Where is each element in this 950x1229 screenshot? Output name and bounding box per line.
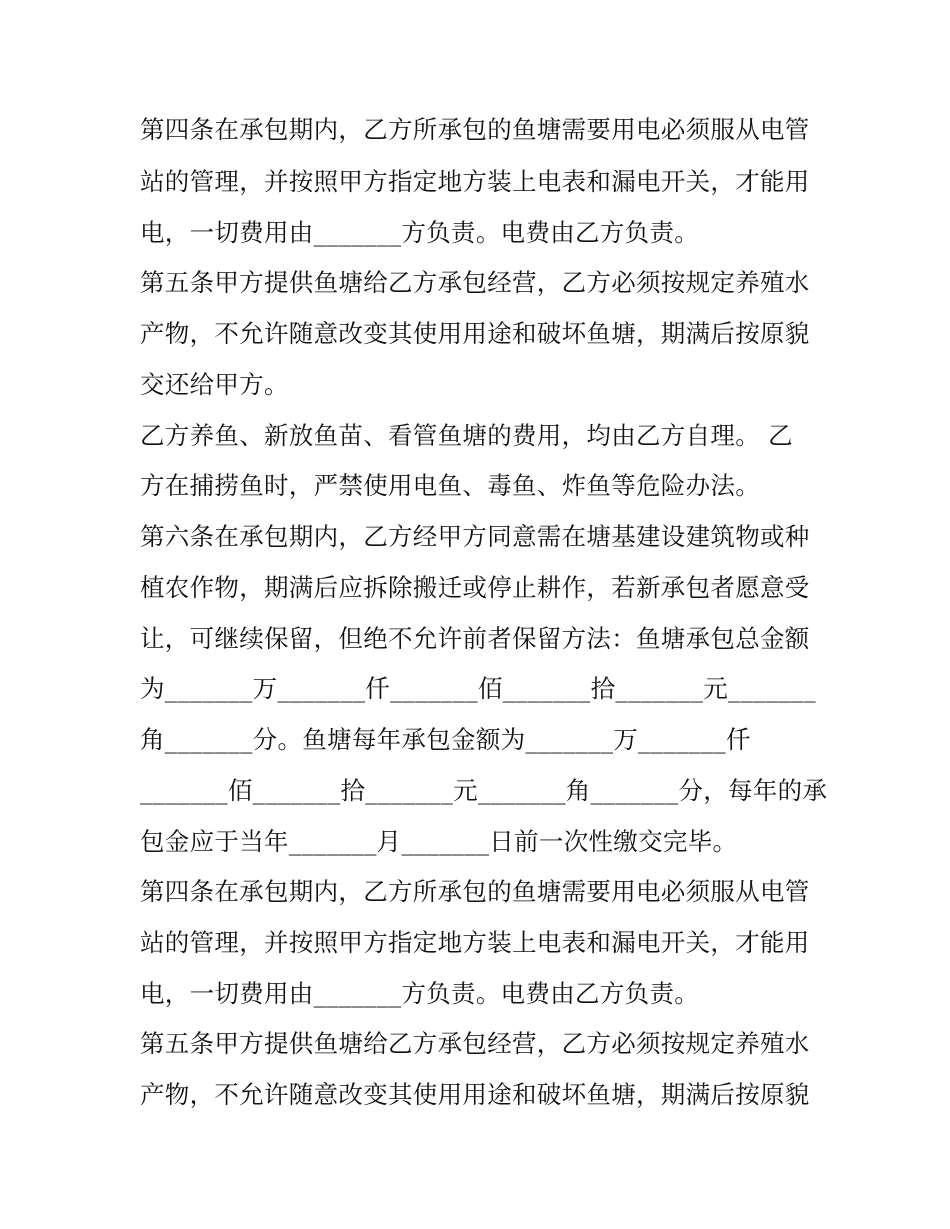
text-line: 第五条甲方提供鱼塘给乙方承包经营，乙方必须按规定养殖水: [140, 1029, 810, 1058]
text-line: 角_______分。鱼塘每年承包金额为_______万_______仟: [140, 725, 751, 754]
text-line: 植农作物，期满后应拆除搬迁或停止耕作，若新承包者愿意受: [140, 573, 810, 602]
text-line: 产物，不允许随意改变其使用用途和破坏鱼塘，期满后按原貌: [140, 319, 810, 348]
text-line: 乙方养鱼、新放鱼苗、看管鱼塘的费用，均由乙方自理。 乙: [140, 421, 793, 450]
text-line: _______佰_______拾_______元_______角_______分，每年的承: [140, 776, 828, 805]
text-line: 让，可继续保留，但绝不允许前者保留方法：鱼塘承包总金额: [140, 624, 810, 653]
text-line: 电，一切费用由_______方负责。电费由乙方负责。: [140, 979, 700, 1008]
text-line: 第四条在承包期内，乙方所承包的鱼塘需要用电必须服从电管: [140, 115, 810, 144]
text-line: 产物，不允许随意改变其使用用途和破坏鱼塘，期满后按原貌: [140, 1080, 810, 1109]
text-line: 站的管理，并按照甲方指定地方装上电表和漏电开关，才能用: [140, 167, 810, 196]
text-line: 包金应于当年_______月_______日前一次性缴交完毕。: [140, 827, 738, 856]
text-line: 第五条甲方提供鱼塘给乙方承包经营，乙方必须按规定养殖水: [140, 268, 810, 297]
text-line: 第四条在承包期内，乙方所承包的鱼塘需要用电必须服从电管: [140, 877, 810, 906]
text-line: 电，一切费用由_______方负责。电费由乙方负责。: [140, 218, 700, 247]
text-line: 第六条在承包期内，乙方经甲方同意需在塘基建设建筑物或种: [140, 522, 810, 551]
text-line: 方在捕捞鱼时，严禁使用电鱼、毒鱼、炸鱼等危险办法。: [140, 471, 760, 500]
text-line: 为_______万_______仟_______佰_______拾_______元_______: [140, 674, 816, 703]
text-line: 站的管理，并按照甲方指定地方装上电表和漏电开关，才能用: [140, 928, 810, 957]
text-line: 交还给甲方。: [140, 370, 289, 399]
